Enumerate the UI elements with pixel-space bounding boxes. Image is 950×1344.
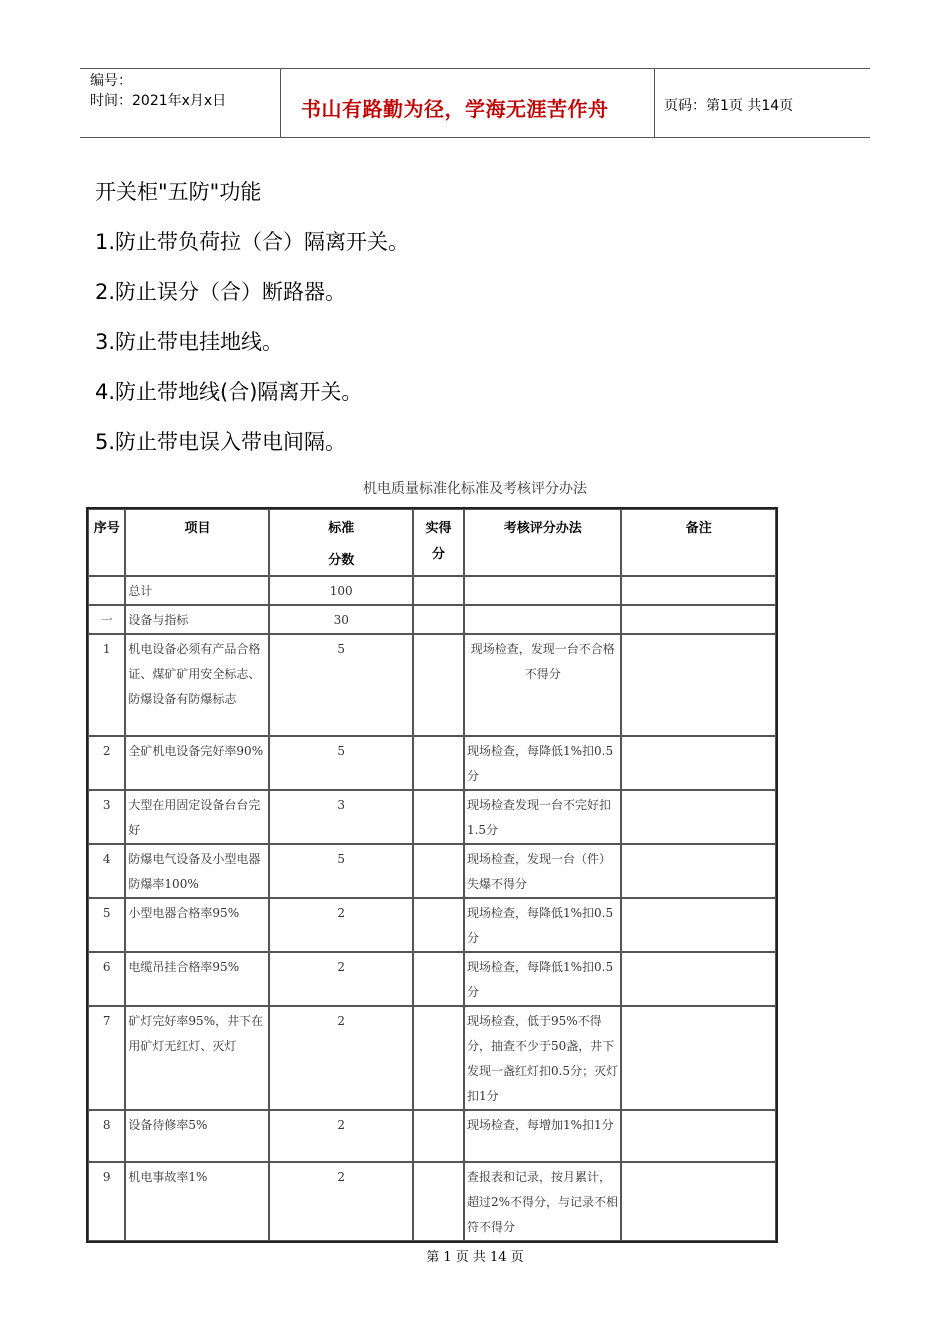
row-no: 8 <box>88 1110 125 1162</box>
header-actual: 实得分 <box>413 509 464 576</box>
content-item-2: 2.防止误分（合）断路器。 <box>95 280 347 304</box>
header-page-cell <box>654 69 870 137</box>
row-remark <box>621 1162 776 1241</box>
row-remark <box>621 898 776 952</box>
row-std: 5 <box>269 844 412 898</box>
row-method: 查报表和记录，按月累计，超过2%不得分，与记录不相符不得分 <box>464 1162 621 1241</box>
table-row <box>88 790 776 844</box>
row-method <box>464 605 621 634</box>
header-no: 序号 <box>88 509 125 576</box>
header-method: 考核评分办法 <box>464 509 621 576</box>
row-item: 总计 <box>125 576 269 605</box>
row-method: 现场检查，每降低1%扣0.5分 <box>464 736 621 790</box>
row-remark <box>621 1006 776 1110</box>
row-actual <box>413 736 464 790</box>
row-item: 矿灯完好率95%，井下在用矿灯无红灯、灭灯 <box>125 1006 269 1110</box>
content-item-3: 3.防止带电挂地线。 <box>95 330 284 354</box>
row-remark <box>621 952 776 1006</box>
row-std: 2 <box>269 1162 412 1241</box>
row-actual <box>413 1162 464 1241</box>
row-no <box>88 576 125 605</box>
row-no: 7 <box>88 1006 125 1110</box>
table-title: 机电质量标准化标准及考核评分办法 <box>363 481 587 497</box>
row-item: 电缆吊挂合格率95% <box>125 952 269 1006</box>
row-actual <box>413 1110 464 1162</box>
row-method: 现场检查，低于95%不得分，抽查不少于50盏，井下发现一盏红灯扣0.5分；灭灯扣1分 <box>464 1006 621 1110</box>
row-method: 现场检查发现一台不完好扣1.5分 <box>464 790 621 844</box>
row-actual <box>413 1006 464 1110</box>
motto-text: 书山有路勤为径，学海无涯苦作舟 <box>301 97 609 121</box>
row-method: 现场检查，每降低1%扣0.5分 <box>464 952 621 1006</box>
row-item: 全矿机电设备完好率90% <box>125 736 269 790</box>
number-label: 编号： <box>90 73 132 89</box>
row-actual <box>413 898 464 952</box>
time-label: 时间：2021年x月x日 <box>90 93 227 109</box>
row-item: 防爆电气设备及小型电器防爆率100% <box>125 844 269 898</box>
page-footer: 第 1 页 共 14 页 <box>426 1250 524 1265</box>
row-remark <box>621 1110 776 1162</box>
row-std: 30 <box>269 605 412 634</box>
row-std: 5 <box>269 634 412 736</box>
row-method: 现场检查，发现一台（件）失爆不得分 <box>464 844 621 898</box>
header-std-line2: 分数 <box>328 553 355 568</box>
table-row <box>88 1006 776 1110</box>
row-no: 9 <box>88 1162 125 1241</box>
table-row <box>88 736 776 790</box>
header-motto-cell <box>280 69 655 137</box>
row-no: 3 <box>88 790 125 844</box>
table-row <box>88 898 776 952</box>
row-no: 2 <box>88 736 125 790</box>
row-actual <box>413 790 464 844</box>
header-std-line1: 标准 <box>328 521 355 536</box>
row-item: 机电事故率1% <box>125 1162 269 1241</box>
table-row <box>88 1110 776 1162</box>
row-method: 现场检查，每增加1%扣1分 <box>464 1110 621 1162</box>
row-std: 2 <box>269 898 412 952</box>
row-method: 现场检查，每降低1%扣0.5分 <box>464 898 621 952</box>
row-std: 2 <box>269 1110 412 1162</box>
row-remark <box>621 576 776 605</box>
content-item-4: 4.防止带地线(合)隔离开关。 <box>95 380 363 404</box>
row-item: 机电设备必须有产品合格证、煤矿矿用安全标志、防爆设备有防爆标志 <box>125 634 269 736</box>
row-no: 5 <box>88 898 125 952</box>
row-method <box>464 576 621 605</box>
header-item: 项目 <box>125 509 269 576</box>
table-row <box>88 634 776 736</box>
row-actual <box>413 605 464 634</box>
row-item: 设备待修率5% <box>125 1110 269 1162</box>
row-std: 2 <box>269 1006 412 1110</box>
row-actual <box>413 844 464 898</box>
row-method: 现场检查，发现一台不合格不得分 <box>464 634 621 736</box>
document-header <box>80 68 870 138</box>
content-heading: 开关柜"五防"功能 <box>95 180 262 204</box>
header-std <box>269 509 412 576</box>
row-remark <box>621 790 776 844</box>
row-std: 100 <box>269 576 412 605</box>
row-actual <box>413 952 464 1006</box>
row-no: 6 <box>88 952 125 1006</box>
table-row <box>88 952 776 1006</box>
table-row <box>88 576 776 605</box>
table-row <box>88 844 776 898</box>
row-remark <box>621 736 776 790</box>
row-actual <box>413 576 464 605</box>
row-no: 4 <box>88 844 125 898</box>
row-item: 大型在用固定设备台台完好 <box>125 790 269 844</box>
row-remark <box>621 605 776 634</box>
row-remark <box>621 844 776 898</box>
row-item: 小型电器合格率95% <box>125 898 269 952</box>
row-item: 设备与指标 <box>125 605 269 634</box>
row-std: 5 <box>269 736 412 790</box>
content-item-1: 1.防止带负荷拉（合）隔离开关。 <box>95 230 410 254</box>
score-table <box>86 507 778 1243</box>
row-no: 1 <box>88 634 125 736</box>
header-meta <box>80 69 280 139</box>
content-item-5: 5.防止带电误入带电间隔。 <box>95 430 347 454</box>
row-actual <box>413 634 464 736</box>
table-row <box>88 605 776 634</box>
row-remark <box>621 634 776 736</box>
row-std: 3 <box>269 790 412 844</box>
row-std: 2 <box>269 952 412 1006</box>
row-no: 一 <box>88 605 125 634</box>
header-remark: 备注 <box>621 509 776 576</box>
table-row <box>88 1162 776 1241</box>
table-header-row <box>88 509 776 576</box>
page-info: 页码：第1页 共14页 <box>664 98 794 114</box>
